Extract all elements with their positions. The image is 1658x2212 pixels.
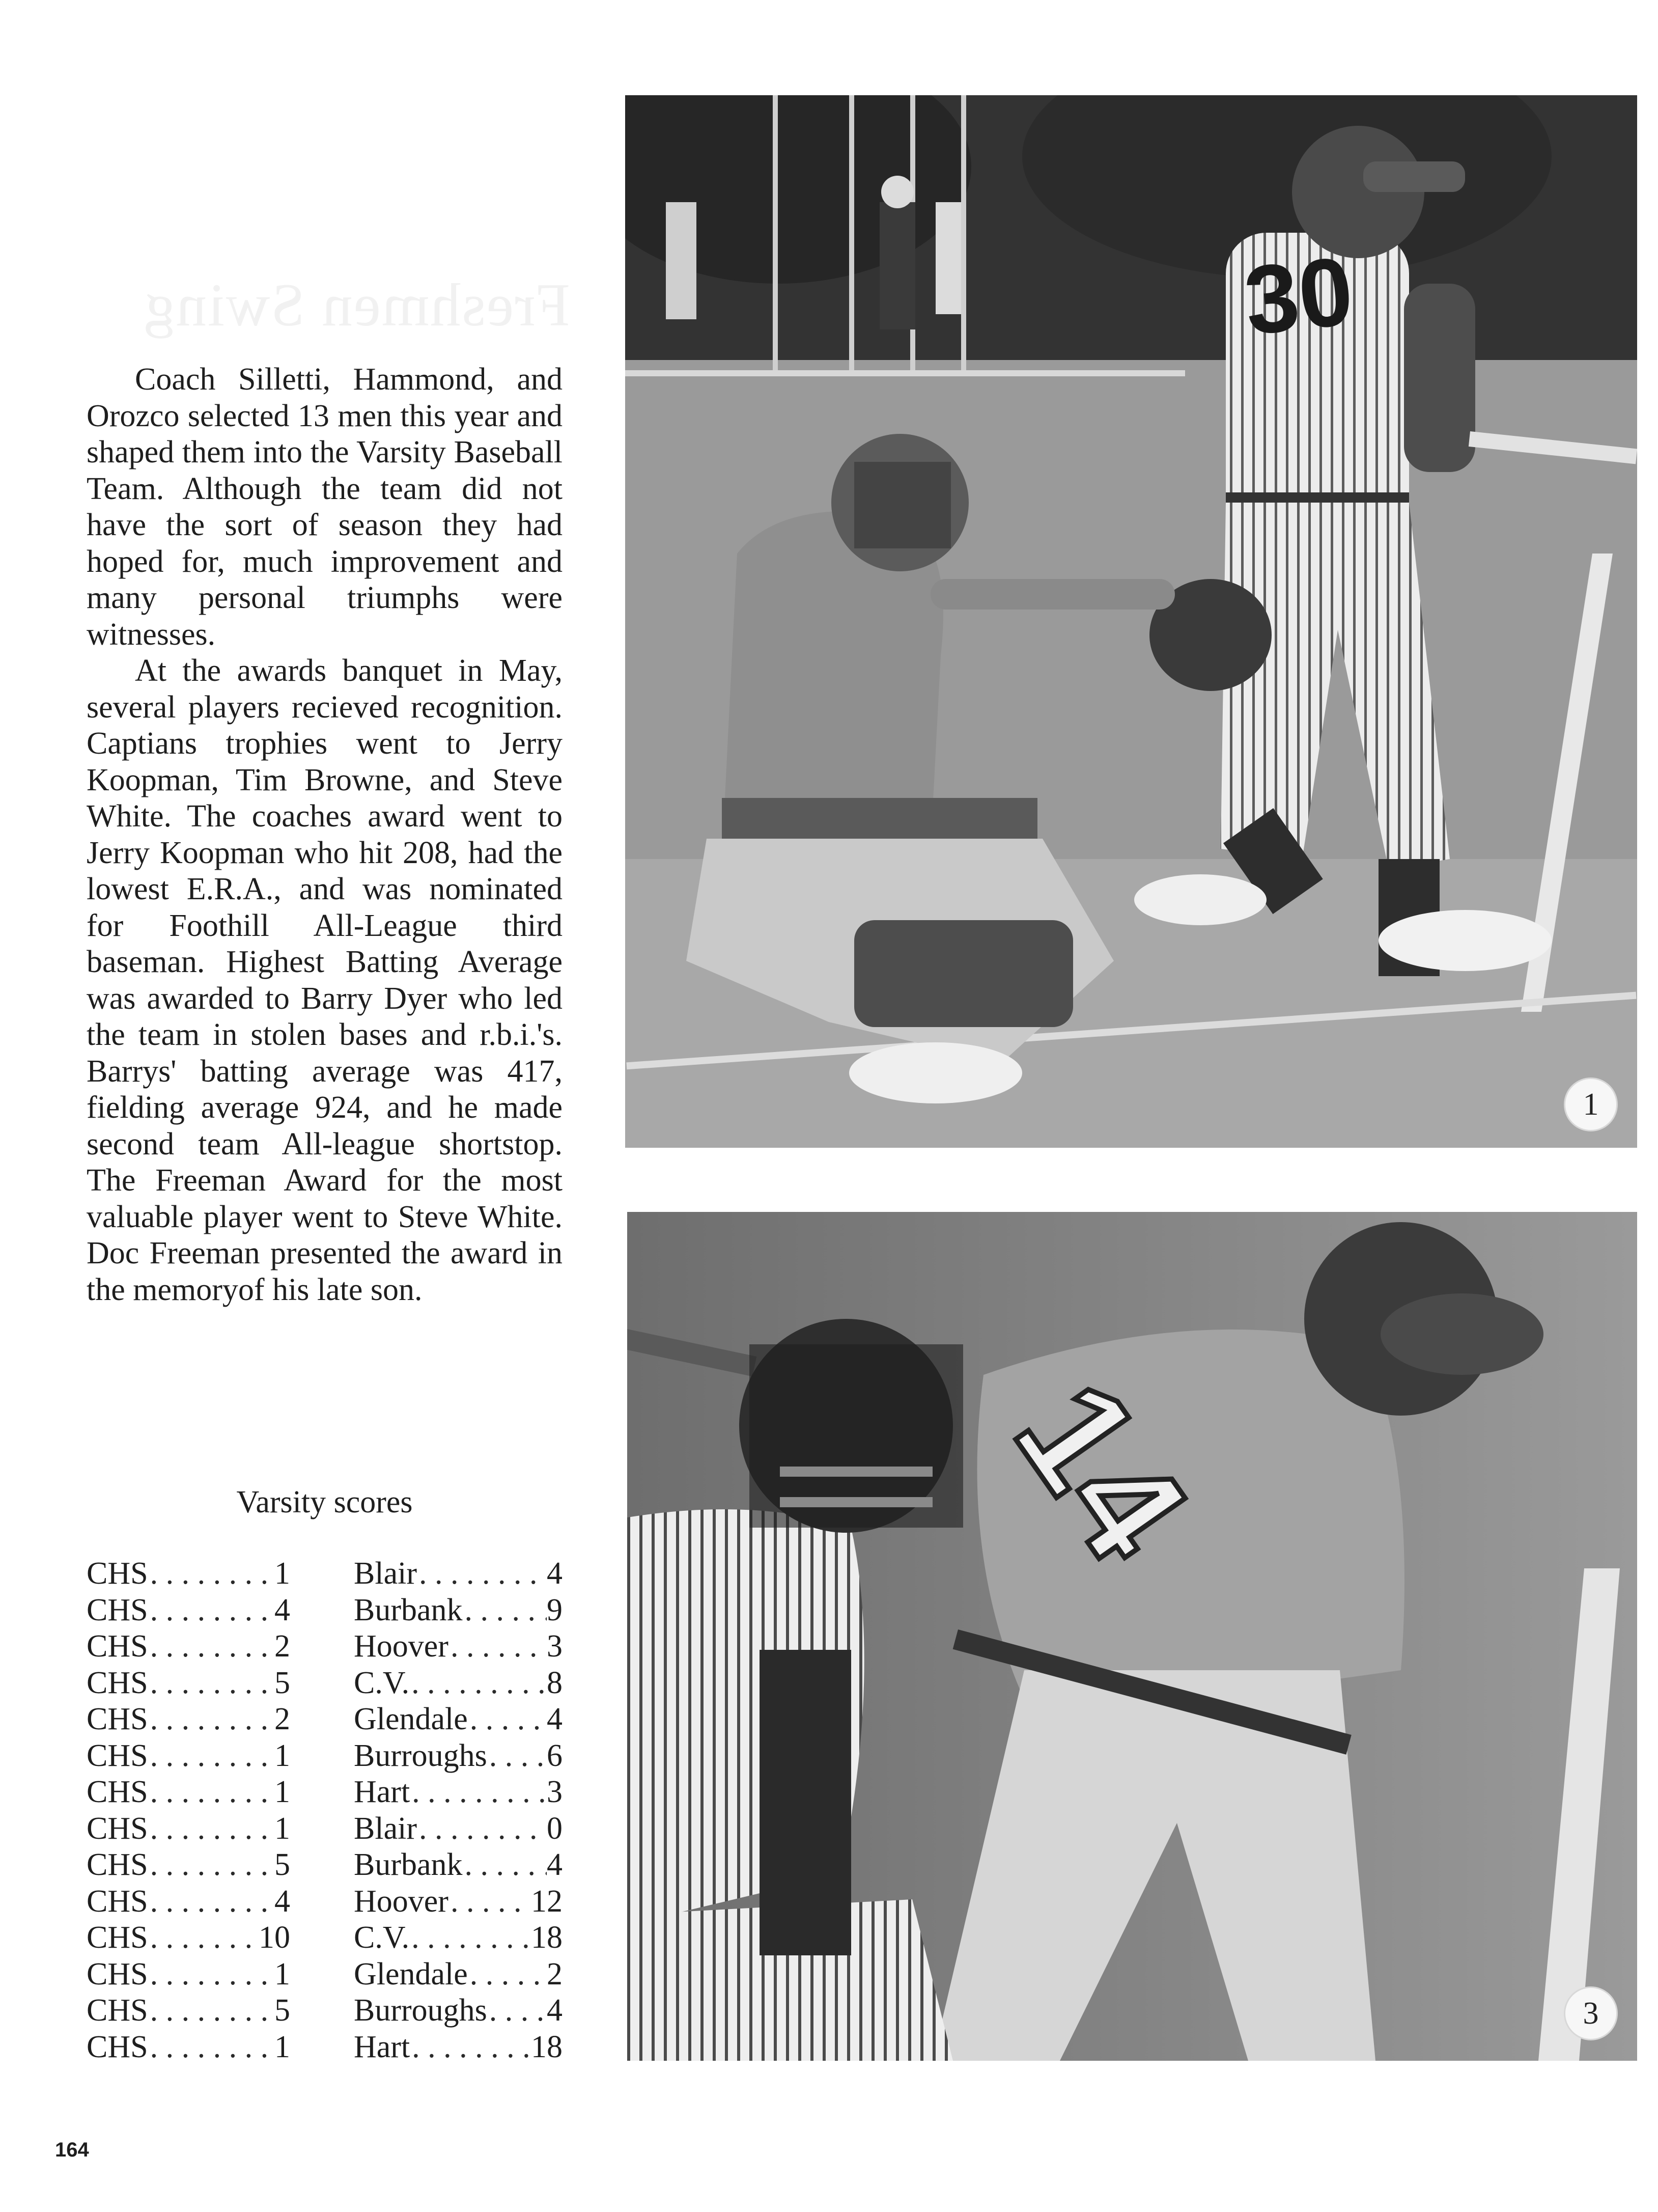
home-team: CHS	[87, 1920, 148, 1955]
score-row	[87, 1738, 565, 1775]
opponent-team: Glendale	[354, 1956, 468, 1992]
home-score: 1	[274, 1556, 290, 1591]
home-team: CHS	[87, 1702, 148, 1736]
home-score: 4	[274, 1592, 290, 1627]
page-number: 164	[55, 2139, 89, 2161]
home-score: 5	[274, 1993, 290, 2028]
leader-dots	[409, 1920, 531, 1956]
article-paragraph: At the awards banquet in May, several players recieved recognition. Captians trophies went to Jerry Koopman, Tim Browne, and Steve White. The coaches award went to Jerry Koopman who hit 208, had the lowest E.R.A., and was nominated for Foothill All-League third baseman. Highest Batting Average was awarded to Barry Dyer who led the team in stolen bases and r.b.i.'s. Barrys' batting average was 417, fielding average 924, and he made second team All-league shortstop. The Freeman Award for the most valuable player went to Steve White. Doc Freeman presented the award in the memoryof his late son.	[87, 653, 563, 1307]
opponent-score: 4	[547, 1993, 563, 2028]
leader-dots	[148, 1956, 274, 1993]
home-team-cell	[87, 1592, 290, 1629]
opponent-team: C.V.	[354, 1665, 410, 1700]
leader-dots	[417, 1811, 547, 1847]
leader-dots	[487, 1993, 547, 2029]
scores-heading: Varsity scores	[236, 1485, 413, 1519]
home-score: 5	[274, 1847, 290, 1882]
jersey-number: 14	[983, 1352, 1221, 1590]
home-score: 1	[274, 1956, 290, 1992]
opponent-score: 4	[547, 1847, 563, 1882]
home-team-cell	[87, 1884, 290, 1920]
opponent-cell	[354, 1665, 563, 1702]
leader-dots	[148, 1884, 274, 1920]
photo-batter-14	[627, 1212, 1637, 2061]
home-score: 2	[274, 1629, 290, 1664]
score-row	[87, 1993, 565, 2029]
opponent-team: C.V.	[354, 1920, 410, 1955]
leader-dots	[468, 1956, 547, 1993]
home-team: CHS	[87, 1556, 148, 1591]
opponent-cell	[354, 1920, 563, 1956]
home-score: 1	[274, 1811, 290, 1846]
leader-dots	[148, 1556, 274, 1592]
score-row	[87, 1920, 565, 1956]
home-team-cell	[87, 1993, 290, 2029]
leader-dots	[417, 1556, 547, 1592]
opponent-team: Hoover	[354, 1629, 448, 1664]
home-team: CHS	[87, 1738, 148, 1773]
leader-dots	[148, 1847, 274, 1884]
home-team: CHS	[87, 2029, 148, 2064]
home-team-cell	[87, 1774, 290, 1811]
leader-dots	[410, 2029, 531, 2066]
home-score: 5	[274, 1665, 290, 1700]
home-score: 1	[274, 1775, 290, 1809]
opponent-score: 2	[547, 1956, 563, 1992]
home-score: 1	[274, 2029, 290, 2064]
home-team-cell	[87, 1811, 290, 1847]
leader-dots	[463, 1592, 547, 1629]
home-team: CHS	[87, 1993, 148, 2028]
opponent-team: Burroughs	[354, 1993, 487, 2028]
leader-dots	[148, 1665, 274, 1702]
score-row	[87, 1811, 565, 1847]
opponent-cell	[354, 1701, 563, 1738]
opponent-cell	[354, 1774, 563, 1811]
leader-dots	[148, 1920, 259, 1956]
home-team: CHS	[87, 1847, 148, 1882]
batter-30-image	[625, 95, 1637, 1148]
leader-dots	[448, 1884, 531, 1920]
score-row	[87, 1774, 565, 1811]
leader-dots	[409, 1665, 547, 1702]
show-through-text: Freshmen Swing	[144, 271, 570, 339]
leader-dots	[487, 1738, 547, 1775]
opponent-score: 9	[547, 1592, 563, 1627]
opponent-score: 4	[547, 1556, 563, 1591]
score-row	[87, 2029, 565, 2066]
home-score: 4	[274, 1884, 290, 1919]
opponent-team: Blair	[354, 1556, 417, 1591]
leader-dots	[448, 1628, 547, 1665]
article-body	[87, 362, 563, 1308]
home-team: CHS	[87, 1956, 148, 1992]
home-team-cell	[87, 1665, 290, 1702]
opponent-team: Blair	[354, 1811, 417, 1846]
opponent-team: Burbank	[354, 1847, 463, 1882]
opponent-cell	[354, 1956, 563, 1993]
leader-dots	[148, 1774, 274, 1811]
opponent-score: 8	[547, 1665, 563, 1700]
opponent-score: 18	[531, 1920, 563, 1955]
opponent-score: 3	[547, 1775, 563, 1809]
opponent-score: 4	[547, 1702, 563, 1736]
home-team: CHS	[87, 1811, 148, 1846]
opponent-team: Burroughs	[354, 1738, 487, 1773]
home-team-cell	[87, 1628, 290, 1665]
score-row	[87, 1701, 565, 1738]
score-row	[87, 1628, 565, 1665]
home-team: CHS	[87, 1592, 148, 1627]
home-team-cell	[87, 2029, 290, 2066]
opponent-cell	[354, 1738, 563, 1775]
opponent-team: Hart	[354, 2029, 410, 2064]
opponent-cell	[354, 2029, 563, 2066]
leader-dots	[148, 1628, 274, 1665]
opponent-score: 12	[531, 1884, 563, 1919]
opponent-score: 0	[547, 1811, 563, 1846]
leader-dots	[148, 1993, 274, 2029]
home-score: 2	[274, 1702, 290, 1736]
article-paragraph: Coach Silletti, Hammond, and Orozco selected 13 men this year and shaped them into the Varsity Baseball Team. Although the team did not have the sort of season they had hoped for, much improvement and many personal triumphs were witnesses.	[87, 362, 563, 652]
home-team-cell	[87, 1556, 290, 1592]
opponent-cell	[354, 1847, 563, 1884]
leader-dots	[148, 2029, 274, 2066]
home-team-cell	[87, 1956, 290, 1993]
leader-dots	[148, 1811, 274, 1847]
score-row	[87, 1884, 565, 1920]
home-team: CHS	[87, 1629, 148, 1664]
leader-dots	[148, 1701, 274, 1738]
home-score: 1	[274, 1738, 290, 1773]
leader-dots	[468, 1701, 547, 1738]
home-team-cell	[87, 1738, 290, 1775]
score-row	[87, 1847, 565, 1884]
opponent-cell	[354, 1628, 563, 1665]
home-team: CHS	[87, 1884, 148, 1919]
opponent-cell	[354, 1884, 563, 1920]
home-team: CHS	[87, 1665, 148, 1700]
leader-dots	[410, 1774, 547, 1811]
score-row	[87, 1556, 565, 1592]
leader-dots	[148, 1592, 274, 1629]
score-row	[87, 1592, 565, 1629]
scores-table	[87, 1556, 565, 2065]
photo-number-badge: 1	[1564, 1077, 1618, 1131]
home-score: 10	[259, 1920, 290, 1955]
opponent-score: 18	[531, 2029, 563, 2064]
photo-number-badge: 3	[1564, 1986, 1618, 2040]
leader-dots	[463, 1847, 547, 1884]
opponent-team: Burbank	[354, 1592, 463, 1627]
opponent-cell	[354, 1556, 563, 1592]
opponent-score: 6	[547, 1738, 563, 1773]
opponent-team: Hoover	[354, 1884, 448, 1919]
opponent-team: Hart	[354, 1775, 410, 1809]
home-team-cell	[87, 1920, 290, 1956]
home-team: CHS	[87, 1775, 148, 1809]
opponent-cell	[354, 1811, 563, 1847]
leader-dots	[148, 1738, 274, 1775]
batter-14-image	[627, 1212, 1637, 2061]
opponent-score: 3	[547, 1629, 563, 1664]
score-row	[87, 1956, 565, 1993]
opponent-cell	[354, 1993, 563, 2029]
home-team-cell	[87, 1847, 290, 1884]
jersey-number: 30	[1240, 236, 1358, 355]
score-row	[87, 1665, 565, 1702]
opponent-cell	[354, 1592, 563, 1629]
photo-batter-30	[625, 95, 1637, 1148]
opponent-team: Glendale	[354, 1702, 468, 1736]
home-team-cell	[87, 1701, 290, 1738]
